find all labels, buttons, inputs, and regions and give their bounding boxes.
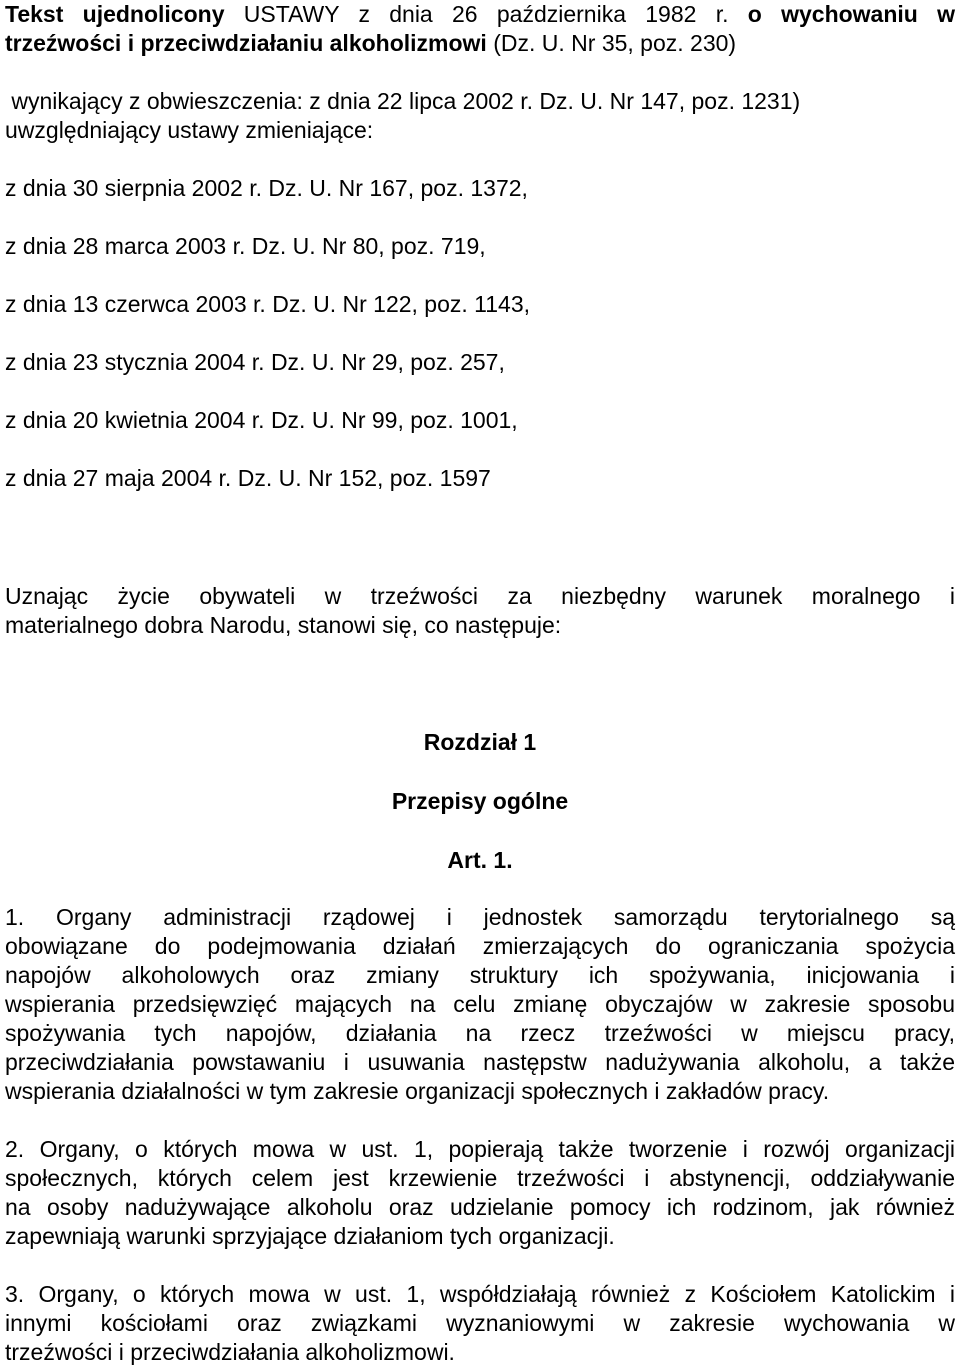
source-line-2: uwzględniający ustawy zmieniające:	[5, 117, 374, 143]
title-act-name-end: trzeźwości i przeciwdziałaniu alkoholizmowi	[5, 30, 487, 56]
amendment-item: z dnia 23 stycznia 2004 r. Dz. U. Nr 29, poz. 257,	[5, 349, 505, 375]
article-paragraph-3	[5, 1280, 955, 1367]
amendment-item: z dnia 28 marca 2003 r. Dz. U. Nr 80, poz. 719,	[5, 233, 486, 259]
title-act-date: USTAWY z dnia 26 października 1982 r.	[224, 1, 748, 27]
paragraph-line: na osoby nadużywające alkoholu oraz udzielanie pomocy ich rodzinom, jak również	[5, 1194, 955, 1220]
preamble	[5, 582, 955, 640]
amendment-item: z dnia 13 czerwca 2003 r. Dz. U. Nr 122, poz. 1143,	[5, 291, 531, 317]
preamble-line: materialnego dobra Narodu, stanowi się, co następuje:	[5, 612, 562, 638]
paragraph-line: 1. Organy administracji rządowej i jednostek samorządu terytorialnego są	[5, 904, 955, 930]
amendment-item: z dnia 30 sierpnia 2002 r. Dz. U. Nr 167, poz. 1372,	[5, 175, 528, 201]
chapter-number: Rozdział 1	[423, 729, 537, 755]
paragraph-line: innymi kościołami oraz związkami wyznaniowymi w zakresie wychowania w	[5, 1310, 955, 1336]
paragraph-line: przeciwdziałania powstawaniu i usuwania następstw nadużywania alkoholu, a także	[5, 1049, 955, 1075]
paragraph-line: napojów alkoholowych oraz zmiany struktury ich spożywania, inicjowania i	[5, 962, 955, 988]
title-consolidated-label: Tekst ujednolicony	[5, 1, 225, 27]
article-paragraph-1	[5, 903, 955, 1106]
paragraph-line: 2. Organy, o których mowa w ust. 1, popierają także tworzenie i rozwój organizacji	[5, 1136, 955, 1162]
paragraph-line: zapewniają warunki sprzyjające działaniom tych organizacji.	[5, 1223, 615, 1249]
paragraph-line: spożywania tych napojów, działania na rzecz trzeźwości w miejscu pracy,	[5, 1020, 955, 1046]
title-act-name-start: o wychowaniu w	[747, 1, 955, 27]
paragraph-line: 3. Organy, o których mowa w ust. 1, współdziałają również z Kościołem Katolickim i	[5, 1281, 955, 1307]
amendment-item: z dnia 27 maja 2004 r. Dz. U. Nr 152, poz. 1597	[5, 465, 491, 491]
paragraph-line: społecznych, których celem jest krzewienie trzeźwości i abstynencji, oddziaływanie	[5, 1165, 955, 1191]
paragraph-line: obowiązane do podejmowania działań zmierzających do ograniczania spożycia	[5, 933, 955, 959]
paragraph-line: trzeźwości i przeciwdziałania alkoholizmowi.	[5, 1339, 455, 1365]
article-number: Art. 1.	[447, 847, 513, 873]
amendment-item: z dnia 20 kwietnia 2004 r. Dz. U. Nr 99, poz. 1001,	[5, 407, 518, 433]
document-title-line-2	[5, 29, 955, 58]
paragraph-line: wspierania działalności w tym zakresie organizacji społecznych i zakładów pracy.	[5, 1078, 830, 1104]
source-line-1: wynikający z obwieszczenia: z dnia 22 lipca 2002 r. Dz. U. Nr 147, poz. 1231)	[5, 88, 801, 114]
document-title-line-1	[5, 0, 955, 29]
preamble-line: Uznając życie obywateli w trzeźwości za niezbędny warunek moralnego i	[5, 583, 955, 609]
chapter-name: Przepisy ogólne	[391, 788, 569, 814]
article-paragraph-2	[5, 1135, 955, 1251]
title-journal-reference: (Dz. U. Nr 35, poz. 230)	[486, 30, 737, 56]
paragraph-line: wspierania przedsięwzięć mających na celu zmianę obyczajów w zakresie sposobu	[5, 991, 955, 1017]
